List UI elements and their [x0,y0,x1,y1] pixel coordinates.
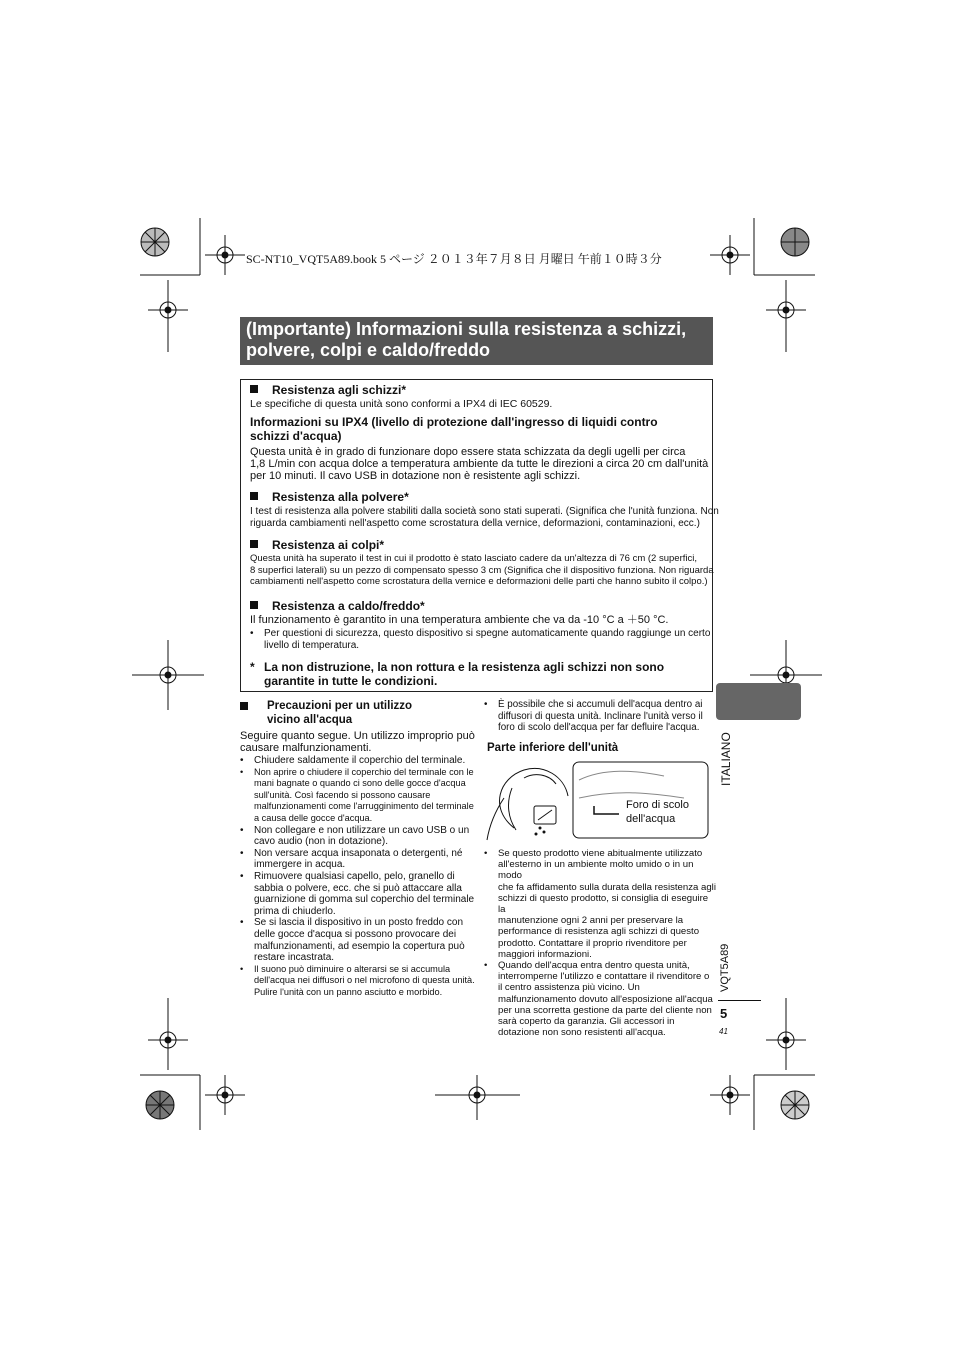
shock-body: Questa unità ha superato il test in cui il prodotto è stato lasciato cadere da un'altezza di 76 cm (2 superfici, 8 superfici laterali) su un pezzo di compensato spesso 3 cm (Significa che il dispositivo funziona. Non riguarda cambiamenti nell'aspetto come scrostatura della vernice e deformazioni delle parti che hanno subito il colpo.) [250,553,714,588]
page-divider [718,1000,761,1001]
splash-heading: Resistenza agli schizzi* [250,383,406,397]
precautions-list [240,755,480,998]
guarantee-note: * La non distruzione, la non rottura e la resistenza agli schizzi non sono garantite in tutte le condizioni. [250,660,665,688]
precautions-intro: Seguire quanto segue. Un utilizzo improprio può causare malfunzionamenti. [240,730,475,754]
list-item: • Il suono può diminuire o alterarsi se si accumula dell'acqua nei diffusori o nel microfono di questa unità. Pulire l'unità con un panno asciutto e morbido. [240,964,480,999]
square-bullet-icon [250,385,258,393]
model-code: VQT5A89 [719,943,731,992]
list-item: • Rimuovere qualsiasi capello, pelo, granello di sabbia o polvere, ecc. che si può attaccare alla guarnizione di gomma sul coperchio del terminale prima di chiuderlo. [240,871,480,917]
list-item: • Quando dell'acqua entra dentro questa unità, interromperne l'utilizzo e contattare il rivenditore o il centro assistenza più vicino. Un malfunzionamento dovuto all'esposizione all'acqua per una scorretta gestione da parte del cliente non sarà coperto da garanzia. Gli accessori in dotazione non sono resistenti all'acqua. [484,960,716,1038]
precautions-heading: Precauzioni per un utilizzo vicino all'acqua [240,699,412,727]
list-item: • Se si lascia il dispositivo in un posto freddo con delle gocce d'acqua si possono provocare dei malfunzionamenti, ad esempio la copertura può restare incastrata. [240,917,480,963]
splash-body: Questa unità è in grado di funzionare dopo essere stata schizzata da degli ugelli per circa 1,8 L/min con acqua dolce a temperatura ambiente da tutte le direzioni a circa 20 cm dall'unità per 10 minuti. Il cavo USB in dotazione non è resistente agli schizzi. [250,446,709,482]
page-number-small: 41 [719,1027,728,1036]
square-bullet-icon [250,540,258,548]
section-title [240,317,713,365]
heat-heading: Resistenza a caldo/freddo* [250,599,425,613]
language-tab [716,683,801,720]
maintenance-list [484,848,716,1038]
ipx4-heading: Informazioni su IPX4 (livello di protezione dall'ingresso di liquidi contro schizzi d'acqua) [250,415,658,443]
list-item: • Chiudere saldamente il coperchio del terminale. [240,755,480,767]
shock-heading: Resistenza ai colpi* [250,538,384,552]
language-label: ITALIANO [719,732,733,786]
file-header-line: SC-NT10_VQT5A89.book 5 ページ ２０１３年７月８日 月曜日 午前１０時３分 [246,252,662,266]
drain-hole-callout: Foro di scolo dell'acqua [626,799,689,825]
list-item: • Non collegare e non utilizzare un cavo USB o un cavo audio (non in dotazione). [240,825,480,848]
page-number: 5 [720,1006,728,1021]
splash-spec: Le specifiche di questa unità sono conformi a IPX4 di IEC 60529. [250,398,553,410]
section-title-line2: polvere, colpi e caldo/freddo [246,340,491,360]
list-item: • Non aprire o chiudere il coperchio del terminale con le mani bagnate o quando ci sono delle gocce d'acqua sull'unità. Così facendo si possono causare malfunzionamenti come l'arrugginimento del terminale a causa delle gocce d'acqua. [240,767,480,825]
drain-bullet: • È possibile che si accumuli dell'acqua dentro ai diffusori di questa unità. Inclinare l'unità verso il foro di scolo dell'acqua per far defluire l'acqua. [484,699,714,734]
heat-body: Il funzionamento è garantito in una temperatura ambiente che va da -10 °C a ＋50 °C. [250,614,669,626]
square-bullet-icon [250,492,258,500]
square-bullet-icon [250,601,258,609]
heat-bullet: • Per questioni di sicurezza, questo dispositivo si spegne automaticamente quando raggiunge un certo livello di temperatura. [250,628,710,651]
section-title-line1: (Importante) Informazioni sulla resistenza a schizzi, [246,319,687,339]
list-item: • Non versare acqua insaponata o detergenti, né immergere in acqua. [240,848,480,871]
dust-heading: Resistenza alla polvere* [250,490,409,504]
figure-title: Parte inferiore dell'unità [487,742,619,754]
list-item: • Se questo prodotto viene abitualmente utilizzato all'esterno in un ambiente molto umido o in un modo che fa affidamento sulla durata della resistenza agli schizzi di questo prodotto, si consiglia di eseguire la manutenzione ogni 2 anni per preservare la performance di resistenza agli schizzi di questo prodotto. Contattare il proprio rivenditore per maggiori informazioni. [484,848,716,960]
square-bullet-icon [240,702,248,710]
dust-body: I test di resistenza alla polvere stabiliti dalla società sono stati superati. (Significa che l'unità funziona. Non riguarda cambiamenti nell'aspetto come scrostatura della vernice, deformazioni, contaminazioni, ecc.) [250,506,719,529]
